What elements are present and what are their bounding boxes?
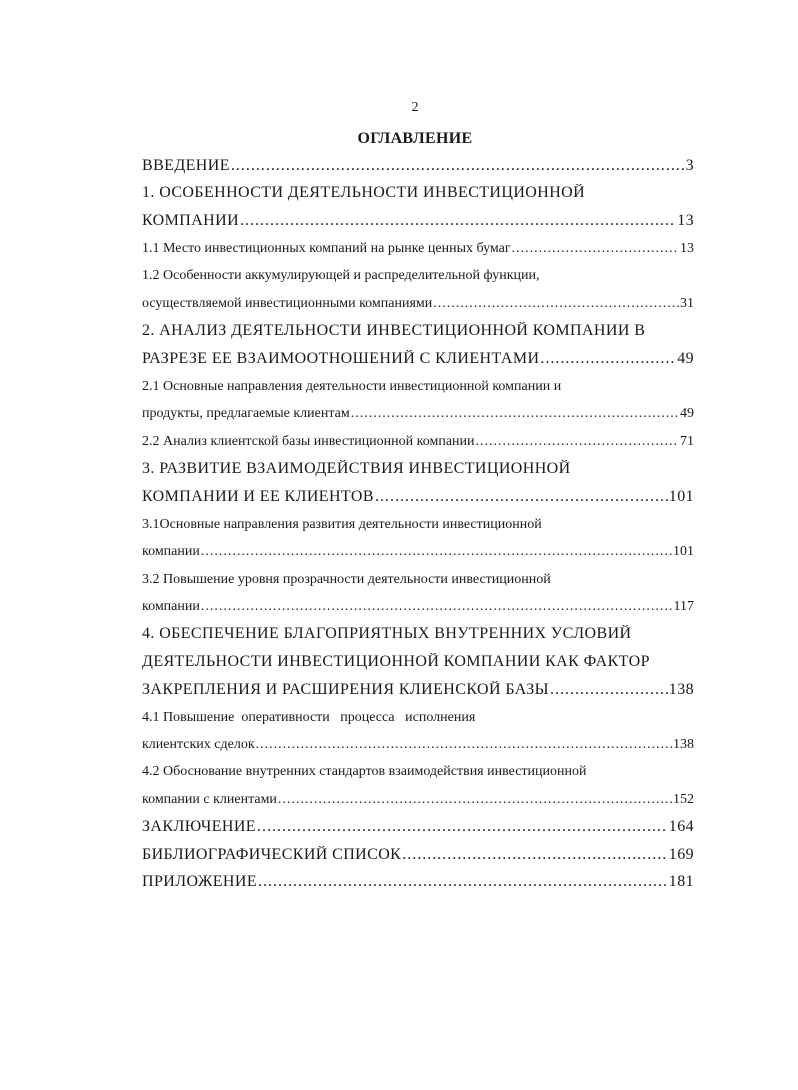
toc-page-number: 49	[677, 350, 694, 367]
toc-entry-text: компании	[142, 599, 200, 614]
toc-chapter-4-heading-cont	[142, 653, 694, 671]
toc-title: ОГЛАВЛЕНИЕ	[357, 130, 473, 147]
toc-chapter-3-heading	[142, 460, 694, 478]
toc-section-2-2	[142, 434, 694, 450]
toc-entry-text: 3.1Основные направления развития деятельности инвестиционной	[142, 517, 542, 532]
toc-chapter-2-heading	[142, 322, 694, 340]
toc-entry-text: 4. ОБЕСПЕЧЕНИЕ БЛАГОПРИЯТНЫХ ВНУТРЕННИХ УСЛОВИЙ	[142, 625, 632, 642]
toc-page-number: 138	[668, 681, 694, 698]
toc-entry-text: ВВЕДЕНИЕ	[142, 157, 230, 174]
toc-page-number: 138	[673, 737, 694, 752]
toc-section-4-1	[142, 710, 694, 726]
page-number: 2	[411, 100, 419, 115]
toc-entry-text: 1. ОСОБЕННОСТИ ДЕЯТЕЛЬНОСТИ ИНВЕСТИЦИОННОЙ	[142, 184, 586, 201]
dot-leader	[278, 792, 672, 808]
dot-leader	[512, 241, 679, 257]
toc-section-4-2	[142, 764, 694, 780]
dot-leader	[351, 406, 679, 422]
toc-entry-introduction	[142, 157, 694, 175]
dot-leader	[476, 434, 679, 450]
toc-entry-text: компании с клиентами	[142, 792, 277, 807]
toc-entry-text: 3.2 Повышение уровня прозрачности деятельности инвестиционной	[142, 572, 551, 587]
toc-chapter-4-heading-end	[142, 681, 694, 699]
toc-chapter-1-heading-end	[142, 212, 694, 230]
dot-leader	[375, 488, 668, 506]
toc-entry-text: 2.1 Основные направления деятельности инвестиционной компании и	[142, 379, 562, 394]
dot-leader	[550, 681, 668, 699]
dot-leader	[256, 737, 672, 753]
dot-leader	[540, 350, 676, 368]
toc-section-3-2	[142, 572, 694, 588]
toc-chapter-2-heading-end	[142, 350, 694, 368]
toc-page-number: 13	[680, 241, 694, 256]
toc-page-number: 71	[680, 434, 694, 449]
toc-section-2-1	[142, 379, 694, 395]
toc-entry-text: РАЗРЕЗЕ ЕЕ ВЗАИМООТНОШЕНИЙ С КЛИЕНТАМИ	[142, 350, 540, 367]
toc-entry-text: ПРИЛОЖЕНИЕ	[142, 873, 258, 890]
toc-entry-text: 4.2 Обоснование внутренних стандартов взаимодействия инвестиционной	[142, 764, 587, 779]
toc-chapter-3-heading-end	[142, 488, 694, 506]
dot-leader	[402, 846, 668, 864]
toc-entry-text: 2.2 Анализ клиентской базы инвестиционной компании	[142, 434, 475, 449]
toc-page-number: 169	[668, 846, 694, 863]
toc-entry-text: КОМПАНИИ	[142, 212, 240, 229]
toc-section-1-2	[142, 268, 694, 284]
dot-leader	[201, 599, 673, 615]
toc-entry-text: КОМПАНИИ И ЕЕ КЛИЕНТОВ	[142, 488, 374, 505]
dot-leader	[201, 544, 672, 560]
toc-page-number: 13	[677, 212, 694, 229]
toc-entry-text: 4.1 Повышение оперативности процесса исполнения	[142, 710, 476, 725]
toc-entry-text: компании	[142, 544, 200, 559]
toc-section-2-1-end	[142, 406, 694, 422]
dot-leader	[231, 157, 685, 175]
toc-page-number: 101	[668, 488, 694, 505]
toc-entry-text: ЗАКЛЮЧЕНИЕ	[142, 818, 256, 835]
toc-chapter-4-heading	[142, 625, 694, 643]
toc-page-number: 49	[680, 406, 694, 421]
toc-section-4-1-end	[142, 737, 694, 753]
toc-page-number: 31	[680, 296, 694, 311]
toc-section-1-2-end	[142, 296, 694, 312]
toc-entry-text: ДЕЯТЕЛЬНОСТИ ИНВЕСТИЦИОННОЙ КОМПАНИИ КАК ФАКТОР	[142, 653, 650, 670]
toc-section-3-1	[142, 517, 694, 533]
toc-entry-text: клиентских сделок	[142, 737, 255, 752]
toc-entry-conclusion	[142, 818, 694, 836]
toc-chapter-1-heading	[142, 184, 694, 202]
toc-page-number: 164	[668, 818, 694, 835]
dot-leader	[240, 212, 676, 230]
toc-section-3-2-end	[142, 599, 694, 615]
toc-entry-text: продукты, предлагаемые клиентам	[142, 406, 350, 421]
toc-page-number: 101	[673, 544, 694, 559]
toc-section-4-2-end	[142, 792, 694, 808]
toc-entry-text: 1.2 Особенности аккумулирующей и распределительной функции,	[142, 268, 540, 283]
toc-page-number: 3	[685, 157, 694, 174]
toc-section-1-1	[142, 241, 694, 257]
toc-entry-text: 1.1 Место инвестиционных компаний на рынке ценных бумаг	[142, 241, 511, 256]
dot-leader	[433, 296, 679, 312]
toc-page-number: 181	[668, 873, 694, 890]
toc-entry-bibliography	[142, 846, 694, 864]
toc-section-3-1-end	[142, 544, 694, 560]
dot-leader	[257, 818, 668, 836]
toc-entry-text: ЗАКРЕПЛЕНИЯ И РАСШИРЕНИЯ КЛИЕНСКОЙ БАЗЫ	[142, 681, 550, 698]
toc-entry-text: 2. АНАЛИЗ ДЕЯТЕЛЬНОСТИ ИНВЕСТИЦИОННОЙ КОМПАНИИ В	[142, 322, 646, 339]
toc-page-number: 152	[673, 792, 694, 807]
toc-entry-text: 3. РАЗВИТИЕ ВЗАИМОДЕЙСТВИЯ ИНВЕСТИЦИОННОЙ	[142, 460, 571, 477]
toc-entry-appendix	[142, 873, 694, 891]
toc-page-number: 117	[673, 599, 694, 614]
dot-leader	[258, 873, 668, 891]
toc-entry-text: осуществляемой инвестиционными компаниями	[142, 296, 433, 311]
toc-entry-text: БИБЛИОГРАФИЧЕСКИЙ СПИСОК	[142, 846, 402, 863]
